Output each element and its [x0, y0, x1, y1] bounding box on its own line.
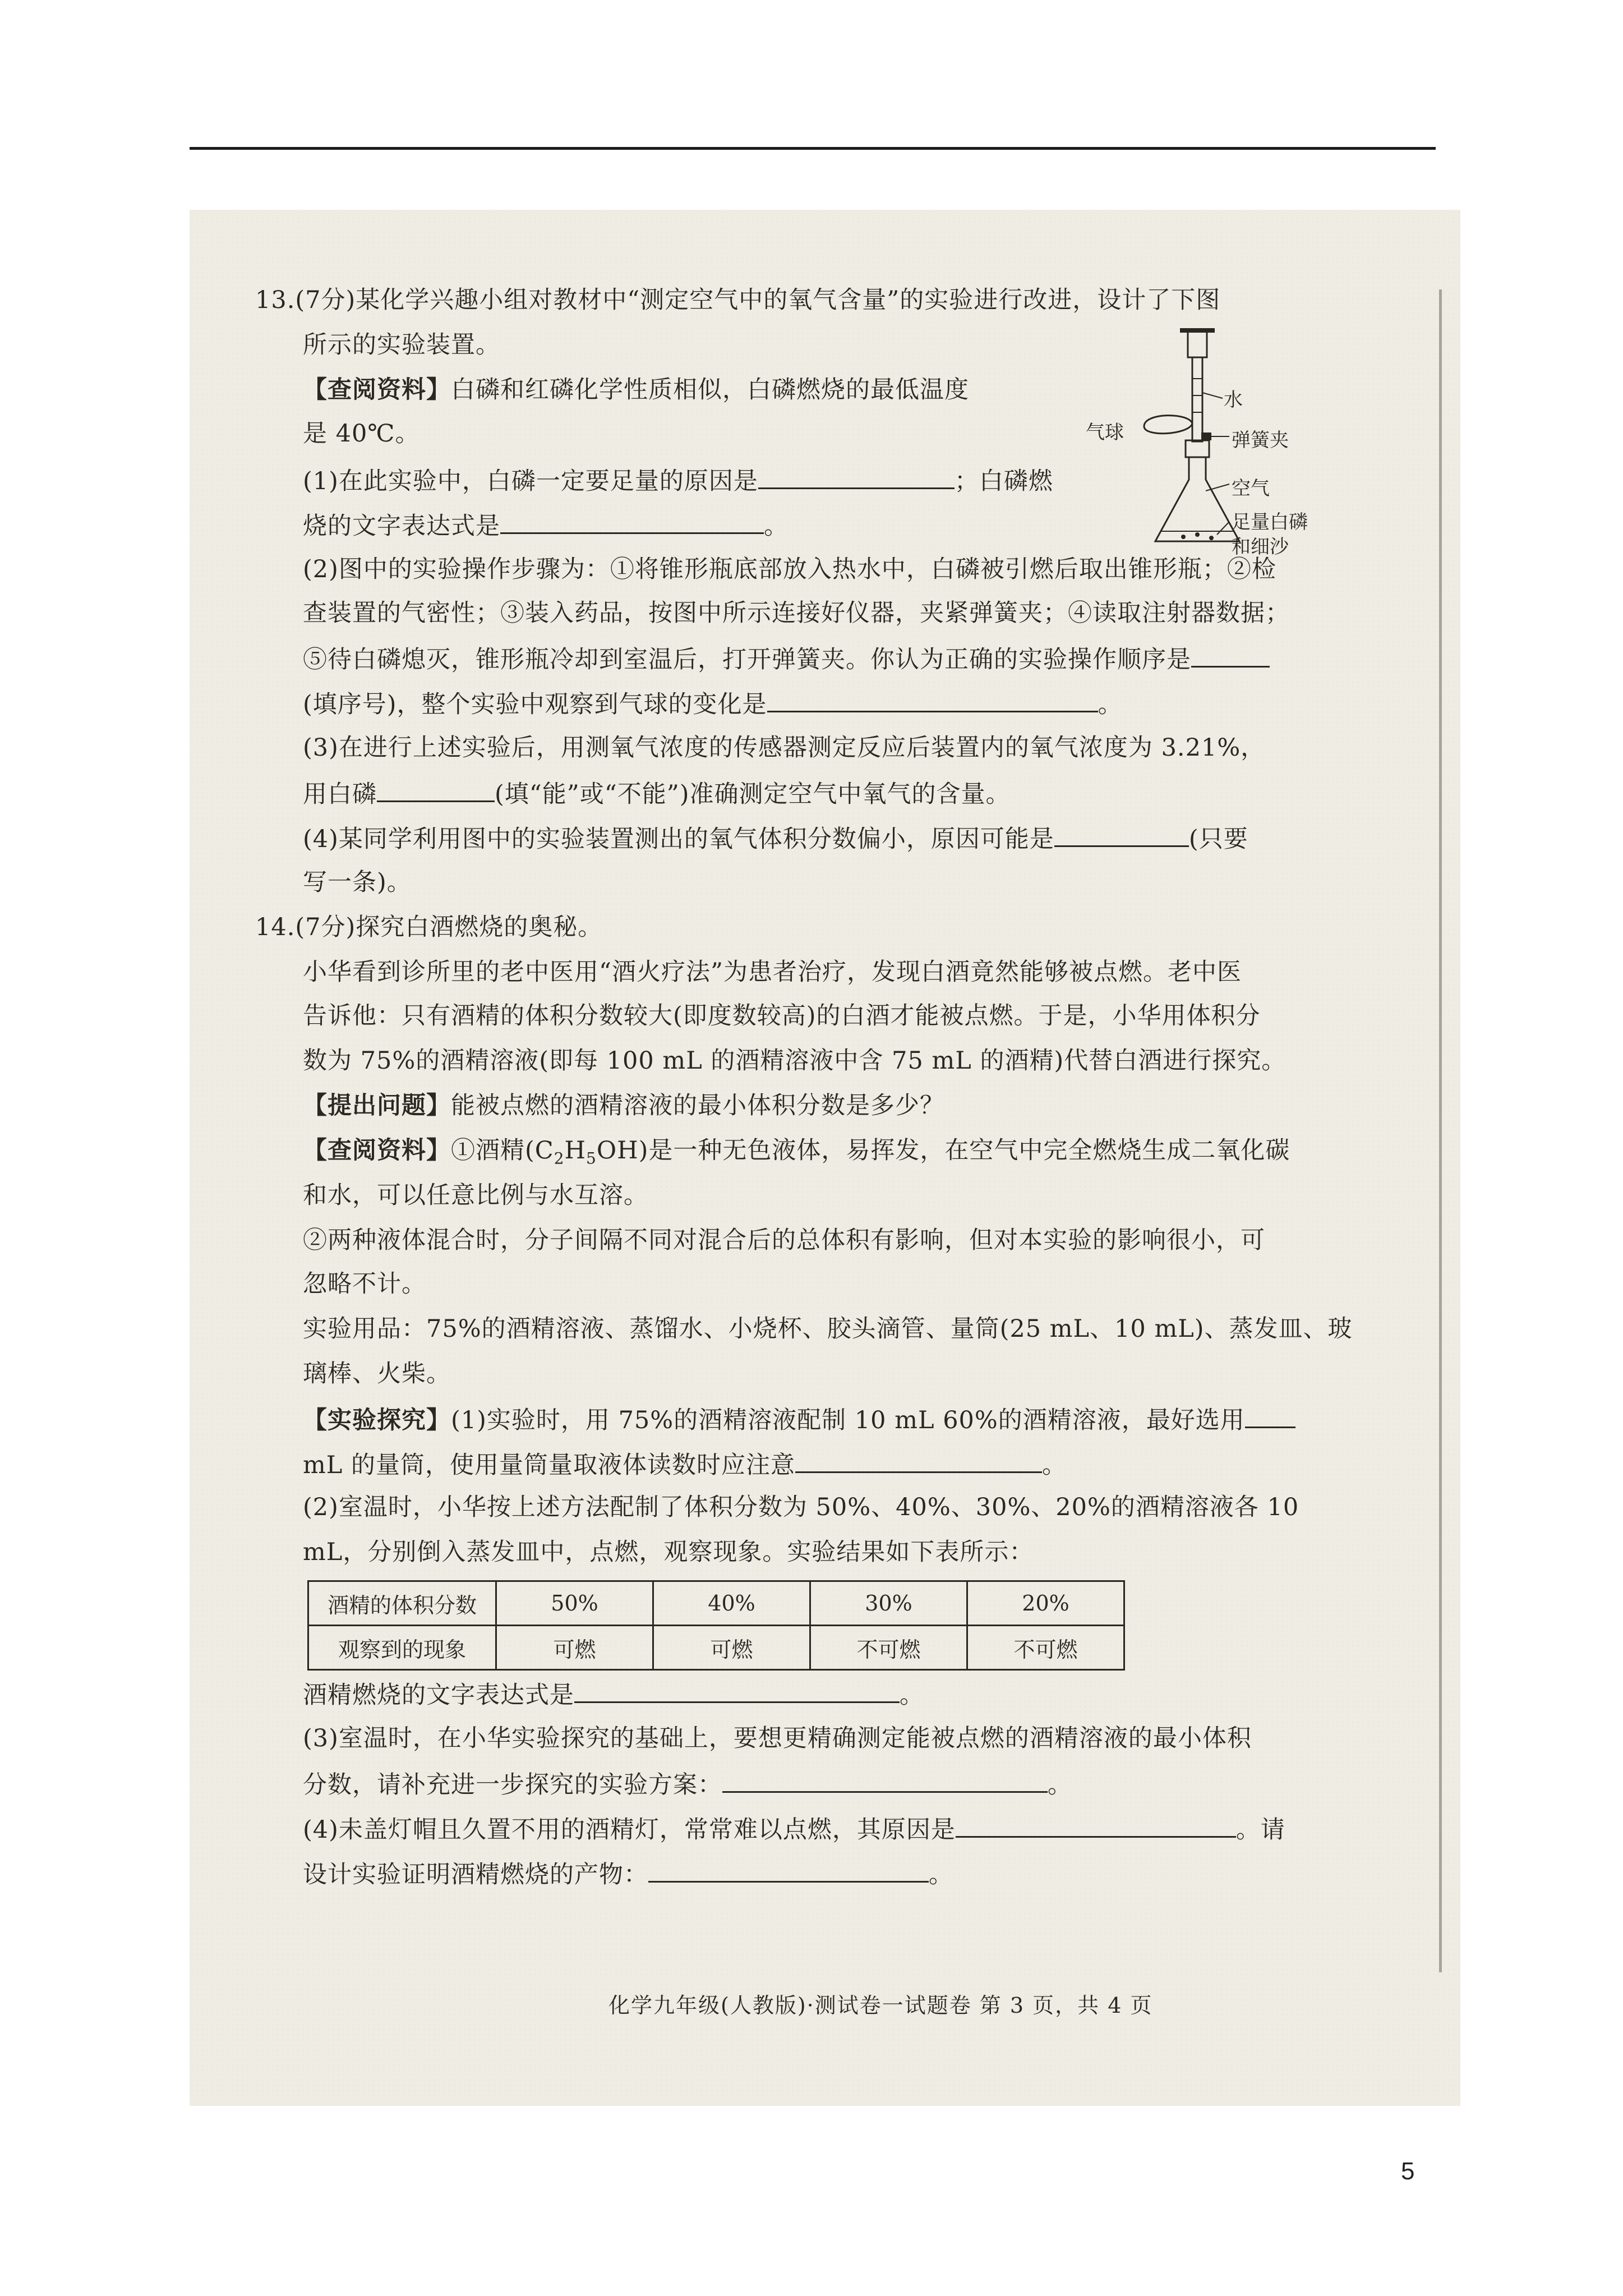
answer-blank[interactable] [956, 1811, 1236, 1838]
q13-part3-line1: (3)在进行上述实验后，用测氧气浓度的传感器测定反应后装置内的氧气浓度为 3.21%， [303, 734, 1266, 762]
label-balloon: 气球 [1086, 421, 1124, 444]
q14-info-text-b: H [564, 1137, 587, 1165]
q13-part1-text-c: 烧的文字表达式是 [303, 512, 500, 540]
period: 。 [764, 512, 789, 540]
page-footer: 化学九年级(人教版)·测试卷一试题卷 第 3 页，共 4 页 [608, 1993, 1153, 2018]
period: 。 [929, 1861, 953, 1889]
section-tag: 【提出问题】 [303, 1092, 451, 1120]
q14-materials-line2: 璃棒、火柴。 [303, 1360, 451, 1388]
table-cell: 可燃 [496, 1626, 653, 1670]
answer-blank[interactable] [1054, 821, 1189, 847]
period: 。 [900, 1681, 924, 1709]
q13-part3-text: 用白磷 [303, 780, 377, 808]
header-rule [190, 147, 1436, 150]
answer-blank[interactable] [767, 686, 1098, 712]
subscript: 2 [554, 1149, 565, 1168]
q14-explore-line1 [303, 1402, 1295, 1437]
table-cell: 不可燃 [967, 1626, 1124, 1670]
q13-part1-line1 [303, 463, 1053, 498]
section-tag: 【查阅资料】 [303, 376, 451, 404]
q14-question-text: 能被点燃的酒精溶液的最小体积分数是多少？ [451, 1092, 944, 1120]
period: 。 [1042, 1451, 1067, 1479]
table-cell: 20% [967, 1581, 1124, 1626]
q14-explore-line5 [303, 1677, 924, 1712]
q13-part4-text-b: (只要 [1188, 825, 1248, 853]
q13-part1-text-b: ；白磷燃 [954, 467, 1053, 495]
period: 。 [1048, 1771, 1072, 1799]
q13-part2-text: ⑤待白磷熄灭，锥形瓶冷却到室温后，打开弹簧夹。你认为正确的实验操作顺序是 [303, 646, 1191, 674]
q13-part4-line2: 写一条)。 [303, 868, 412, 896]
q13-part4-line1 [303, 821, 1248, 856]
q13-header: 13.(7分)某化学兴趣小组对教材中“测定空气中的氧气含量”的实验进行改进，设计了下图 [255, 286, 1221, 314]
label-phosphorus: 足量白磷 [1232, 511, 1308, 533]
q14-explore-text-d: 分数，请补充进一步探究的实验方案： [303, 1771, 722, 1799]
q14-info-text-c: OH)是一种无色液体，易挥发，在空气中完全燃烧生成二氧化碳 [596, 1137, 1290, 1165]
q14-intro-line1: 小华看到诊所里的老中医用“酒火疗法”为患者治疗，发现白酒竟然能够被点燃。老中医 [303, 958, 1242, 986]
results-table [307, 1580, 1125, 1671]
q14-explore-line4: mL，分别倒入蒸发皿中，点燃，观察现象。实验结果如下表所示： [303, 1538, 1034, 1566]
label-clamp: 弹簧夹 [1232, 429, 1289, 452]
table-cell: 50% [496, 1581, 653, 1626]
q14-info-line2: 和水，可以任意比例与水互溶。 [303, 1181, 648, 1209]
answer-blank[interactable] [758, 463, 955, 489]
table-row [308, 1626, 1124, 1670]
q13-part3-text-c: (填“能”或“不能”)准确测定空气中氧气的含量。 [495, 780, 1011, 808]
q13-part2-line3 [303, 641, 1270, 677]
q14-explore-text-g: 设计实验证明酒精燃烧的产物： [303, 1861, 648, 1889]
q13-part1-line2 [303, 508, 789, 543]
q14-explore-line9 [303, 1856, 953, 1892]
label-air: 空气 [1232, 477, 1270, 500]
experiment-apparatus [1082, 328, 1340, 564]
answer-blank[interactable] [795, 1447, 1042, 1473]
q14-explore-text-e: (4)未盖灯帽且久置不用的酒精灯，常常难以点燃，其原因是 [303, 1816, 956, 1844]
q13-info-line1 [303, 373, 969, 407]
q14-explore-line7 [303, 1766, 1072, 1802]
label-water: 水 [1224, 389, 1243, 411]
period: 。 [1098, 691, 1123, 719]
label-sand: 和细沙 [1232, 536, 1289, 558]
q13-part2-line1: (2)图中的实验操作步骤为：①将锥形瓶底部放入热水中，白磷被引燃后取出锥形瓶；②检 [303, 555, 1276, 583]
table-row-label: 酒精的体积分数 [308, 1581, 496, 1626]
q13-header-cont: 所示的实验装置。 [303, 331, 500, 359]
q14-intro-line2: 告诉他：只有酒精的体积分数较大(即度数较高)的白酒才能被点燃。于是，小华用体积分 [303, 1002, 1261, 1030]
table-cell: 可燃 [653, 1626, 810, 1670]
q13-info-text: 白磷和红磷化学性质相似，白磷燃烧的最低温度 [451, 376, 969, 404]
answer-blank[interactable] [1191, 641, 1270, 668]
answer-blank[interactable] [377, 776, 495, 802]
answer-blank[interactable] [500, 508, 764, 534]
q14-header: 14.(7分)探究白酒燃烧的奥秘。 [255, 913, 603, 941]
section-tag: 【查阅资料】 [303, 1137, 451, 1165]
q13-part2-line2: 查装置的气密性；③装入药品，按图中所示连接好仪器，夹紧弹簧夹；④读取注射器数据； [303, 599, 1290, 627]
page-number: 5 [1401, 2157, 1415, 2185]
q13-part1-text: (1)在此实验中，白磷一定要足量的原因是 [303, 467, 758, 495]
q14-explore-line8 [303, 1811, 1285, 1847]
q13-part3-line2 [303, 776, 1010, 811]
answer-blank[interactable] [648, 1856, 929, 1883]
q14-explore-line2 [303, 1447, 1067, 1482]
table-cell: 30% [810, 1581, 967, 1626]
subscript: 5 [586, 1149, 597, 1168]
q14-explore-line6: (3)室温时，在小华实验探究的基础上，要想更精确测定能被点燃的酒精溶液的最小体积 [303, 1724, 1252, 1752]
answer-blank[interactable] [722, 1766, 1048, 1793]
table-row [308, 1581, 1124, 1626]
q14-info-text-a: ①酒精(C [451, 1137, 554, 1165]
table-cell: 不可燃 [810, 1626, 967, 1670]
q14-explore-text-c: 酒精燃烧的文字表达式是 [303, 1681, 574, 1709]
table-row-label: 观察到的现象 [308, 1626, 496, 1670]
section-tag: 【实验探究】 [303, 1406, 451, 1434]
q14-info-line3: ②两种液体混合时，分子间隔不同对混合后的总体积有影响，但对本实验的影响很小，可 [303, 1226, 1265, 1254]
q13-info-line2: 是 40℃。 [303, 420, 420, 448]
q13-part4-text: (4)某同学利用图中的实验装置测出的氧气体积分数偏小，原因可能是 [303, 825, 1054, 853]
q13-part2-text-d: (填序号)，整个实验中观察到气球的变化是 [303, 691, 767, 719]
q14-explore-line3: (2)室温时，小华按上述方法配制了体积分数为 50%、40%、30%、20%的酒精溶液各 10 [303, 1493, 1299, 1521]
scan-edge-shadow [1439, 289, 1442, 1972]
q14-info-line1 [303, 1134, 1290, 1176]
table-cell: 40% [653, 1581, 810, 1626]
q14-explore-text: (1)实验时，用 75%的酒精溶液配制 10 mL 60%的酒精溶液，最好选用 [451, 1406, 1245, 1434]
q14-explore-text-f: 。请 [1235, 1816, 1285, 1844]
q14-materials-line1: 实验用品：75%的酒精溶液、蒸馏水、小烧杯、胶头滴管、量筒(25 mL、10 mL)、蒸发皿、玻 [303, 1315, 1353, 1343]
q14-explore-text-b: mL 的量筒，使用量筒量取液体读数时应注意 [303, 1451, 795, 1479]
q14-question [303, 1089, 944, 1122]
q14-intro-line3: 数为 75%的酒精溶液(即每 100 mL 的酒精溶液中含 75 mL 的酒精)代替白酒进行探究。 [303, 1047, 1287, 1075]
answer-blank[interactable] [1245, 1402, 1295, 1428]
q14-info-line4: 忽略不计。 [303, 1270, 426, 1298]
answer-blank[interactable] [574, 1677, 900, 1703]
q13-part2-line4 [303, 686, 1123, 721]
